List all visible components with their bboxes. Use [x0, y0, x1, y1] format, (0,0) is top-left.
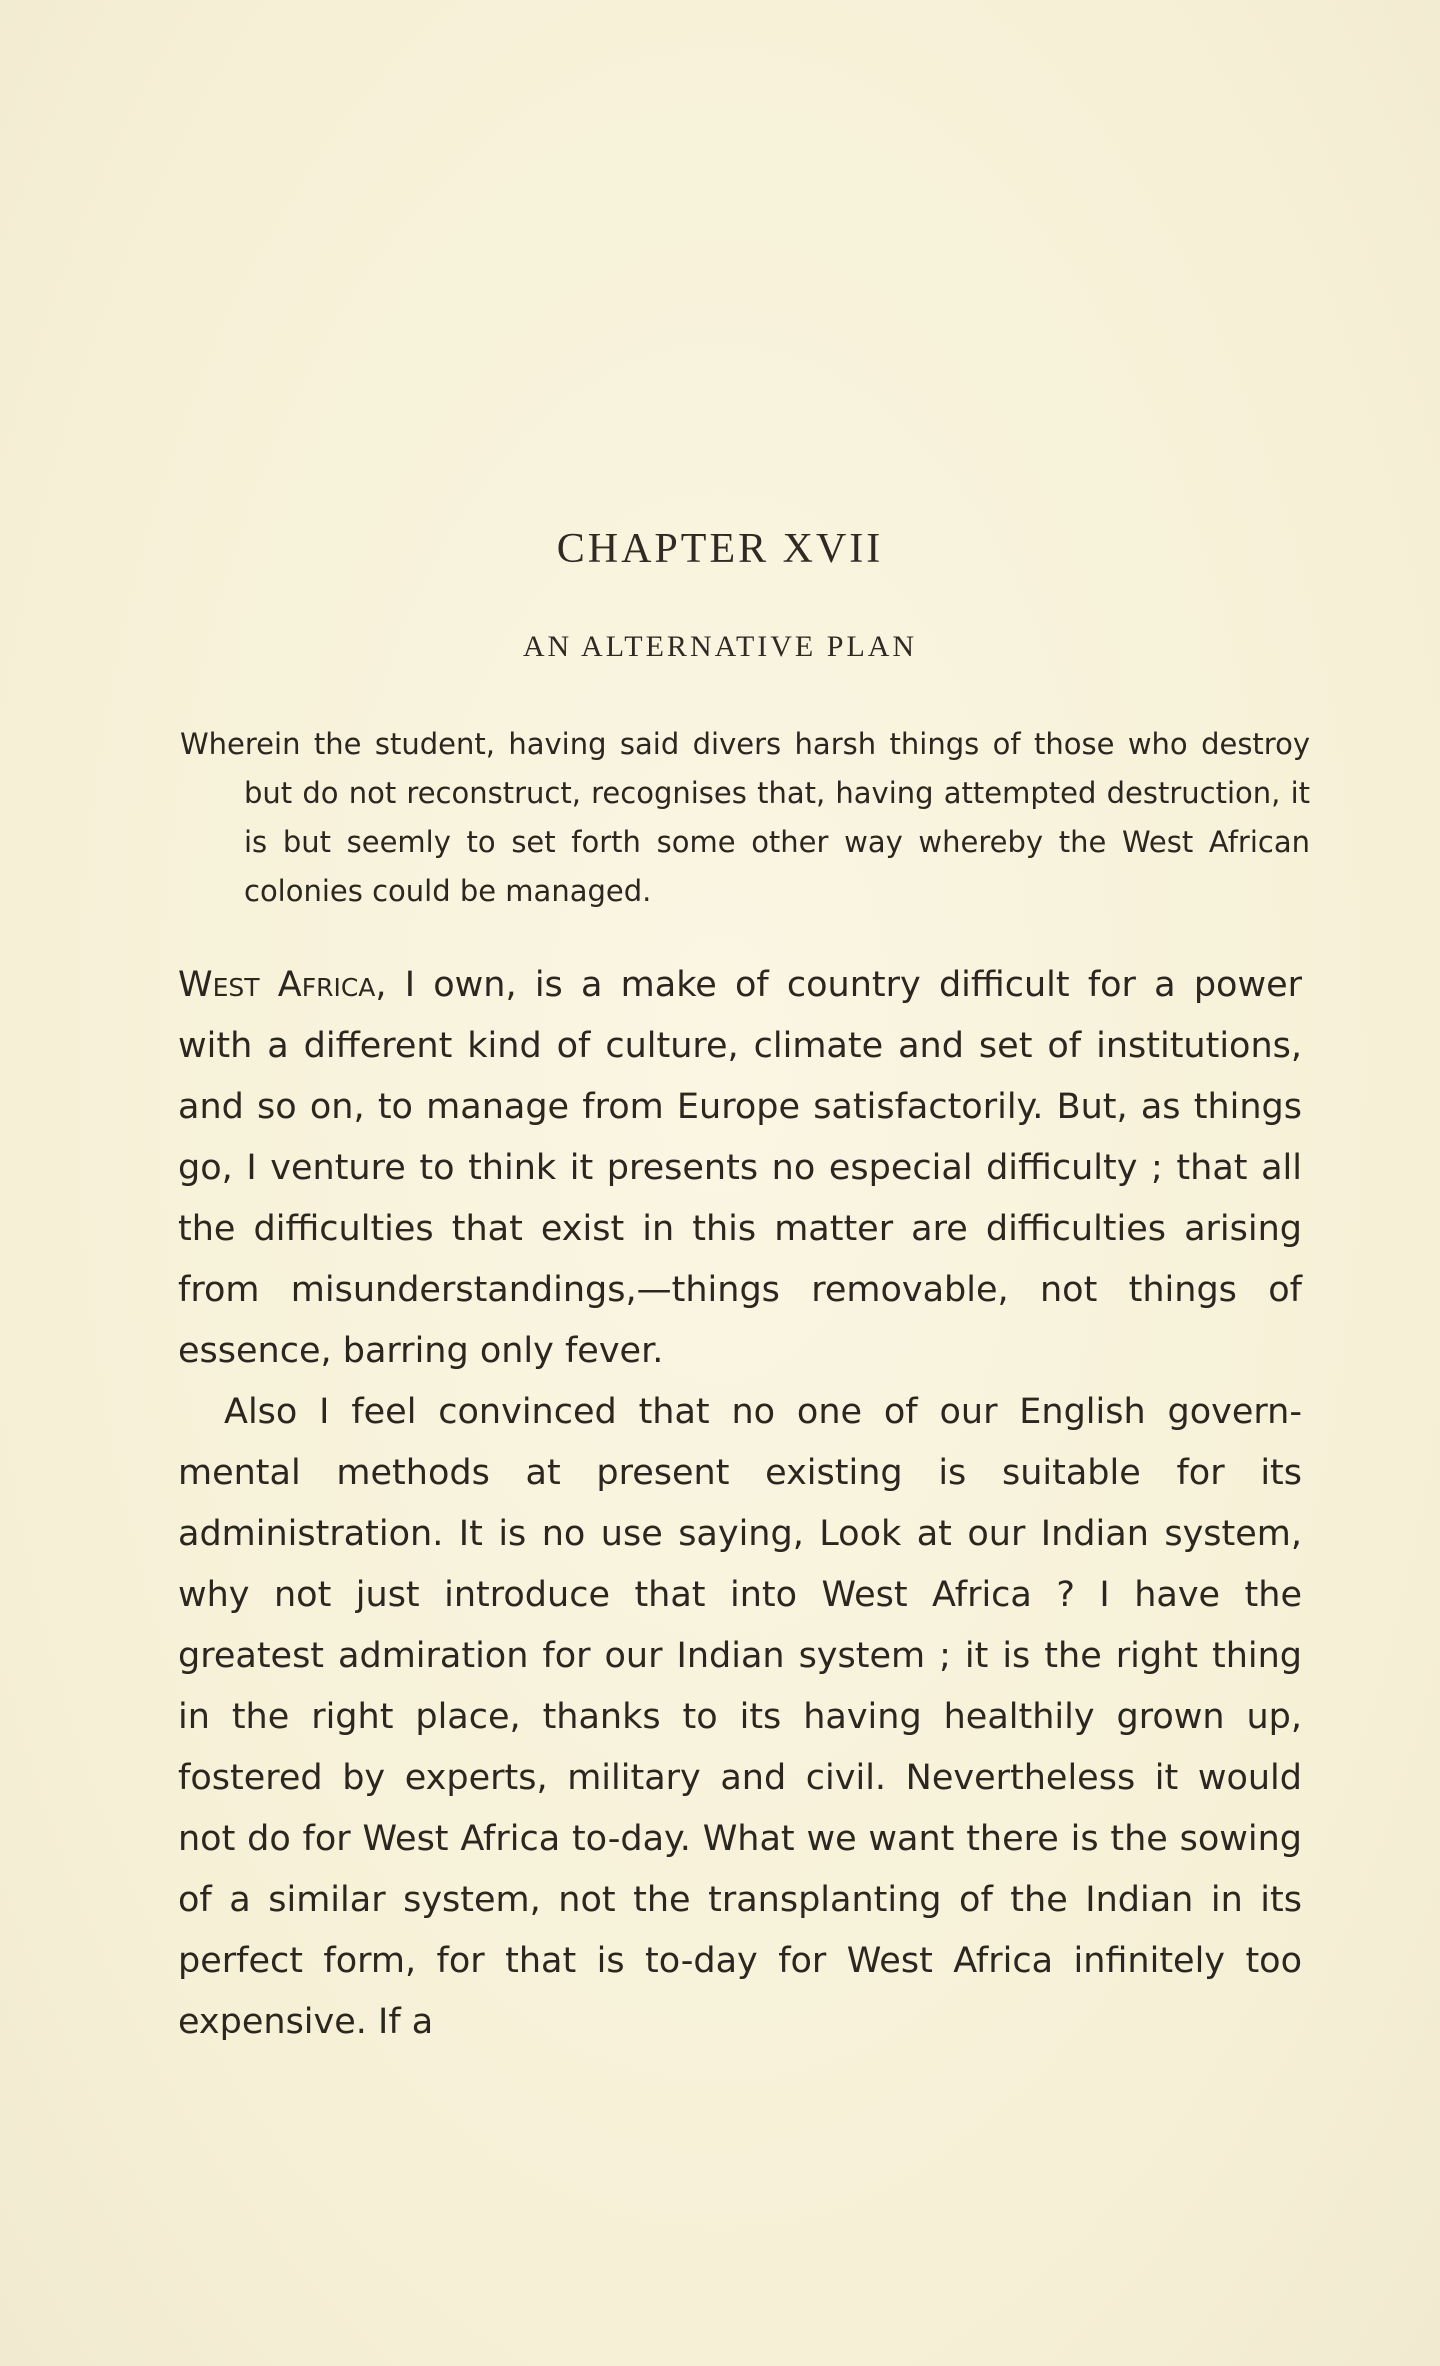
- paragraph: Also I feel convinced that no one of our English governmental methods at present existing is suitable for its administration. It is no use saying, Look at our Indian system, why not just introduce that into West Africa ? I have the greatest admiration for our Indian system ; it is the right thing in the right place, thanks to its having healthily grown up, fostered by experts, military and civil. Nevertheless it would not do for West Africa to-day. What we want there is the sowing of a similar system, not the transplanting of the Indian in its perfect form, for that is to-day for West Africa infinitely too expensive. If a: [178, 1392, 1302, 2042]
- chapter-subtitle: AN ALTERNATIVE PLAN: [522, 630, 918, 663]
- paragraph: [178, 955, 1302, 1382]
- chapter-argument: Wherein the student, having said divers harsh things of those who destroy but do not reconstruct, recognises that, having attempted destruction, it is but seemly to set forth some other way whereby the West African colonies could be managed.: [180, 727, 1310, 908]
- paragraph-text: I own, is a make of country difficult for a power with a different kind of culture, climate and set of institutions, and so on, to manage from Europe satisfactorily. But, as things go, I venture to think it presents no especial difficulty ; that all the difficulties that exist in this matter are difficulties arising from misunderstandings,—things removable, not things of essence, barring only fever.: [178, 965, 1302, 1371]
- body-text: [178, 955, 1302, 2053]
- paragraph-lead-words: West Africa,: [178, 965, 387, 1005]
- chapter-title: CHAPTER XVII: [556, 526, 884, 572]
